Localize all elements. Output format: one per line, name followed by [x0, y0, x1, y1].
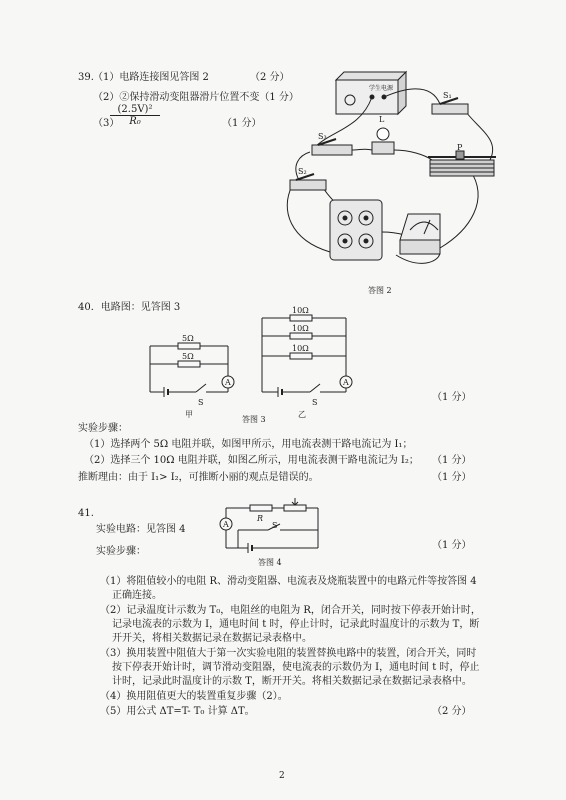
- q41-step4: （4）换用阻值更大的装置重复步骤（2）。: [100, 691, 288, 702]
- q39-part3-label: （3）: [93, 118, 120, 129]
- label-slider: P: [457, 143, 463, 152]
- q39-part2: （2）②保持滑动变阻器滑片位置不变（1 分）: [93, 92, 299, 103]
- q39-number: 39.: [78, 72, 94, 83]
- circuit-a-r2-label: 5Ω: [182, 352, 194, 361]
- q41-circuit-line: 实验电路：见答图 4: [96, 524, 186, 535]
- q41-step5: （5）用公式 ΔT=T- T₀ 计算 ΔT。: [100, 706, 255, 717]
- q40-inference-score: （1 分）: [432, 472, 472, 483]
- figure-3-score: （1 分）: [432, 392, 472, 403]
- circuit-a-ammeter-label: A: [225, 378, 231, 387]
- figure-4-caption: 答图 4: [258, 558, 282, 567]
- q41-number: 41.: [78, 508, 94, 519]
- q41-step1-line1: （1）将阻值较小的电阻 R、滑动变阻器、电流表及烧瓶装置中的电路元件等按答图 4: [100, 576, 477, 587]
- circuit-b-r3-label: 10Ω: [292, 344, 309, 353]
- q41-step3-line1: （3）换用装置中阻值大于第一次实验电阻的装置替换电路中的装置，闭合开关，同时: [100, 648, 477, 659]
- q40-step2: （2）选择三个 10Ω 电阻并联，如图乙所示，用电流表测干路电流记为 I₂；: [84, 455, 419, 466]
- circuit-a-caption: 甲: [185, 410, 193, 419]
- circuit-b-switch-label: S: [312, 398, 318, 407]
- q41-step3-line2: 按下停表开始计时，调节滑动变阻器，使电流表的示数仍为 I，通电时间 t 时，停止: [112, 662, 480, 673]
- circuit-a-r1-label: 5Ω: [182, 334, 194, 343]
- figure-2-caption: 答图 2: [368, 286, 392, 295]
- q40-inference: 推断理由：由于 I₁> I₂，可推断小丽的观点是错误的。: [78, 472, 319, 483]
- q41-step2-line2: 记录电流表的示数为 I，通电时间 t 时，停止计时，记录此时温度计的示数为 T，断: [112, 619, 480, 630]
- q41-step2-line3: 开开关，将相关数据记录在数据记录表格中。: [112, 633, 312, 644]
- q41-step2-line1: （2）记录温度计示数为 T₀，电阻丝的电阻为 R，闭合开关，同时按下停表开始计时，: [100, 605, 481, 616]
- fig4-ammeter-label: A: [223, 520, 229, 529]
- fig4-resistor-label: R: [257, 514, 264, 523]
- q41-step3-line3: 计时，记录此时温度计的示数 T，断开开关。将相关数据记录在数据记录表格中。: [112, 676, 472, 687]
- figure-3-caption: 答图 3: [242, 415, 266, 424]
- q39-part1: （1）电路连接图见答图 2: [93, 72, 209, 83]
- q40-step2-score: （1 分）: [432, 455, 472, 466]
- q40-steps-title: 实验步骤：: [78, 423, 128, 434]
- fig4-rheostat: [284, 505, 306, 511]
- q39-formula-denominator: R₀: [129, 116, 141, 127]
- q41-steps-title: 实验步骤：: [96, 546, 146, 557]
- label-s1: S₁: [443, 91, 452, 100]
- figure-4-score: （1 分）: [432, 540, 472, 551]
- label-s2: S₂: [298, 167, 307, 176]
- circuit-a-switch-label: S: [198, 398, 204, 407]
- q40-heading: 40．电路图：见答图 3: [78, 302, 181, 313]
- label-s3: S₃: [318, 132, 327, 141]
- circuit-b-r2-label: 10Ω: [292, 324, 309, 333]
- fig4-switch-label: S: [272, 521, 278, 530]
- fig4-resistor: [250, 505, 272, 511]
- q39-formula-numerator: (2.5V)²: [110, 104, 160, 116]
- q41-step1-line2: 正确连接。: [112, 590, 162, 601]
- label-lamp: L: [379, 115, 385, 124]
- circuit-b-ammeter-label: A: [343, 378, 349, 387]
- q41-step5-score: （2 分）: [432, 706, 472, 717]
- q39-part3-score: （1 分）: [222, 118, 262, 129]
- q40-step1: （1）选择两个 5Ω 电阻并联，如图甲所示，用电流表测干路电流记为 I₁；: [84, 439, 413, 450]
- q39-part1-score: （2 分）: [250, 72, 290, 83]
- page-number: 2: [279, 771, 285, 781]
- power-supply-label: 学生电源: [369, 85, 394, 92]
- circuit-b-r1-label: 10Ω: [292, 306, 309, 315]
- circuit-b-caption: 乙: [298, 410, 306, 419]
